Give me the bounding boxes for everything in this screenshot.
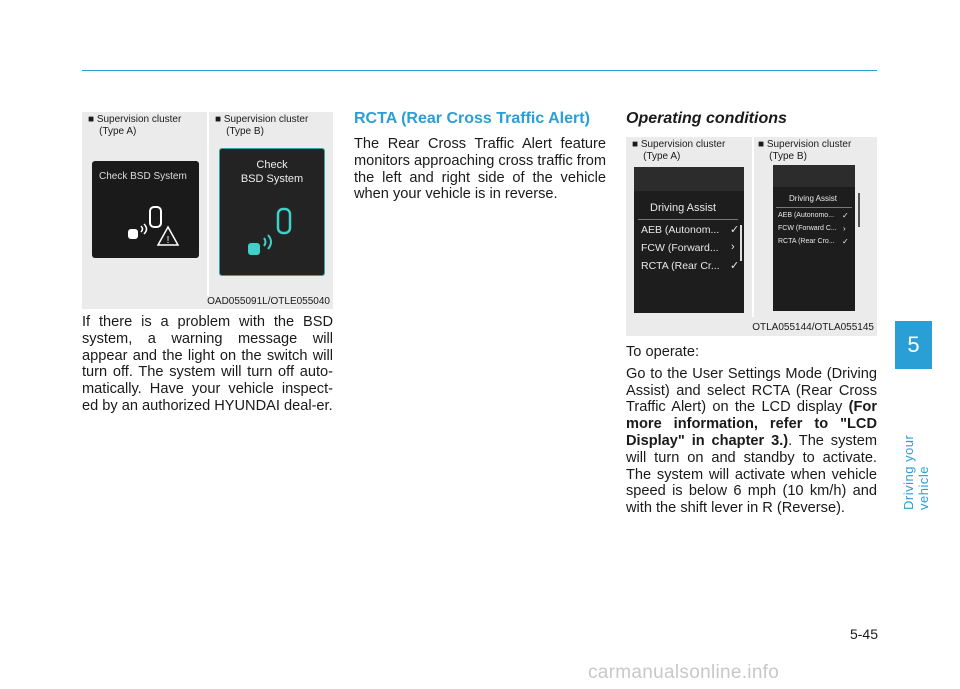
check-message-b-line1: Check	[256, 159, 288, 171]
watermark: carmanualsonline.info	[588, 662, 780, 683]
cluster-screen-type-a	[92, 161, 199, 258]
menu-item-aeb-b: AEB (Autonomo...	[778, 212, 835, 219]
bsd-vehicle-icon	[124, 205, 184, 250]
right-column-text	[626, 344, 877, 522]
operate-paragraph-start: Go to the User Settings Mode (Driving Assist) and select RCTA (Rear Cross Traffic Alert) on the LCD display	[626, 365, 877, 416]
scrollbar	[740, 225, 742, 261]
figure-code: OAD055091L/OTLE055040	[207, 296, 330, 307]
menu-item-aeb-a: AEB (Autonom...	[641, 224, 720, 236]
svg-text:!: !	[166, 235, 170, 246]
lcd-screen-type-a	[634, 167, 744, 313]
lcd-screen-type-b	[773, 165, 855, 311]
figure-divider	[752, 137, 754, 317]
chevron-right-icon: ›	[731, 241, 735, 253]
operate-paragraph-reference: (For more information, refer to "LCD Display" in chapter 3.)	[626, 399, 877, 449]
screen-bar-a	[634, 167, 744, 191]
check-icon: ✓	[730, 224, 740, 236]
figure-label-type-a: ■ Supervision cluster (Type A)	[88, 114, 182, 137]
bsd-vehicle-icon-b	[244, 205, 304, 265]
to-operate-label: To operate:	[626, 344, 700, 360]
menu-item-rcta-b: RCTA (Rear Cro...	[778, 238, 835, 245]
menu-item-fcw-b: FCW (Forward C...	[778, 225, 837, 232]
rcta-paragraph: The Rear Cross Traffic Alert feature monitors approaching cross traffic from the left and right side of the vehicle when your vehicle is in reverse.	[354, 136, 606, 203]
figure-label-type-a: ■ Supervision cluster (Type A)	[632, 139, 726, 162]
cluster-screen-type-b	[219, 148, 325, 276]
check-message-b-line2: BSD System	[240, 173, 304, 185]
chapter-number-tab: 5	[895, 321, 932, 369]
screen-bar-b	[773, 165, 855, 187]
menu-title-rule-b	[776, 207, 852, 208]
bsd-warning-figure	[82, 112, 333, 309]
figure-label-type-b: ■ Supervision cluster (Type B)	[215, 114, 309, 137]
bsd-problem-paragraph: If there is a problem with the BSD system, a warning message will appear and the light on the switch will turn off. The system will turn off auto-matically. Have your vehicle inspect-ed by an authorized HYUNDAI deal-er.	[82, 314, 333, 414]
menu-title-a: Driving Assist	[650, 202, 717, 214]
check-icon: ✓	[730, 260, 740, 272]
chevron-right-icon: ›	[843, 224, 846, 233]
operate-paragraph-end: . The system will turn on and standby to activate. The system will activate when vehicle speed is below 6 mph (10 km/h) and with the shift lever in R (Reverse).	[626, 432, 877, 517]
check-bsd-message-a: Check BSD System	[99, 171, 187, 182]
outer-scrollbar	[858, 193, 860, 227]
menu-item-fcw-a: FCW (Forward...	[641, 242, 719, 254]
top-rule	[82, 70, 877, 71]
figure-label-type-b: ■ Supervision cluster (Type B)	[758, 139, 852, 162]
check-icon: ✓	[842, 237, 849, 246]
operating-conditions-heading: Operating conditions	[626, 110, 787, 127]
menu-title-b: Driving Assist	[789, 194, 838, 203]
menu-title-rule-a	[638, 219, 738, 220]
figure-code: OTLA055144/OTLA055145	[752, 322, 874, 333]
page-number: 5-45	[849, 626, 878, 642]
operate-paragraph	[626, 366, 877, 517]
check-icon: ✓	[842, 211, 849, 220]
figure-divider	[207, 112, 209, 296]
menu-item-rcta-a: RCTA (Rear Cr...	[641, 260, 720, 272]
rcta-heading: RCTA (Rear Cross Traffic Alert)	[354, 110, 590, 127]
driving-assist-figure	[626, 137, 877, 336]
chapter-title: Driving your vehicle	[901, 434, 931, 510]
